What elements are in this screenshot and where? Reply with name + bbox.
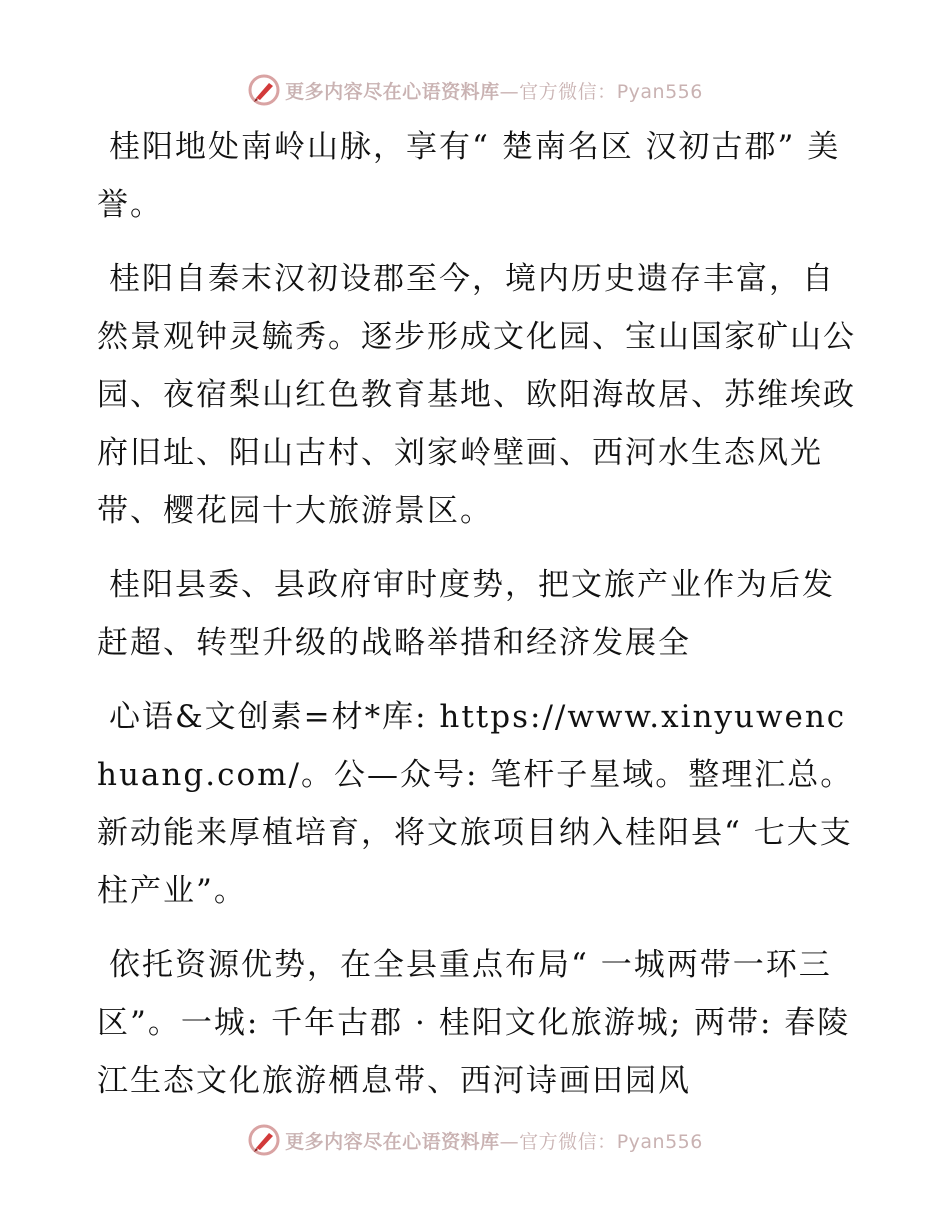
paragraph-4: 心语&文创素=材*库: https://www.xinyuwenchuang.com/。公—众号: 笔杆子星域。整理汇总。新动能来厚植培育，将文旅项目纳入桂阳县“ 七大支柱产业”。 [97,699,854,909]
footer-wechat-label: 官方微信： [519,1130,617,1153]
header-wechat-label: 官方微信： [519,80,617,103]
header-text [285,77,703,104]
paragraph-2: 桂阳自秦末汉初设郡至今，境内历史遗存丰富，自然景观钟灵毓秀。逐步形成文化园、宝山国家矿山公园、夜宿梨山红色教育基地、欧阳海故居、苏维埃政府旧址、阳山古村、刘家岭壁画、西河水生态风光带、樱花园十大旅游景区。 [97,261,856,529]
footer-site-name: 更多内容尽在心语资料库 [285,1130,500,1153]
pen-logo-icon [247,73,281,107]
paragraph-3: 桂阳县委、县政府审时度势，把文旅产业作为后发赶超、转型升级的战略举措和经济发展全 [97,567,835,661]
paragraph-1: 桂阳地处南岭山脉，享有“ 楚南名区 汉初古郡” 美誉。 [97,129,841,223]
header-dash: — [499,80,520,103]
header-banner [0,70,950,110]
pen-logo-icon [247,1123,281,1157]
footer-banner [0,1120,950,1160]
footer-dash: — [499,1130,520,1153]
document-body [97,118,857,1126]
header-site-name: 更多内容尽在心语资料库 [285,80,500,103]
header-wechat-id: Pyan556 [616,80,703,103]
footer-text [285,1127,703,1154]
paragraph-5: 依托资源优势，在全县重点布局“ 一城两带一环三区”。一城: 千年古郡 · 桂阳文化旅游城; 两带: 春陵江生态文化旅游栖息带、西河诗画田园风 [97,947,851,1099]
footer-wechat-id: Pyan556 [616,1130,703,1153]
